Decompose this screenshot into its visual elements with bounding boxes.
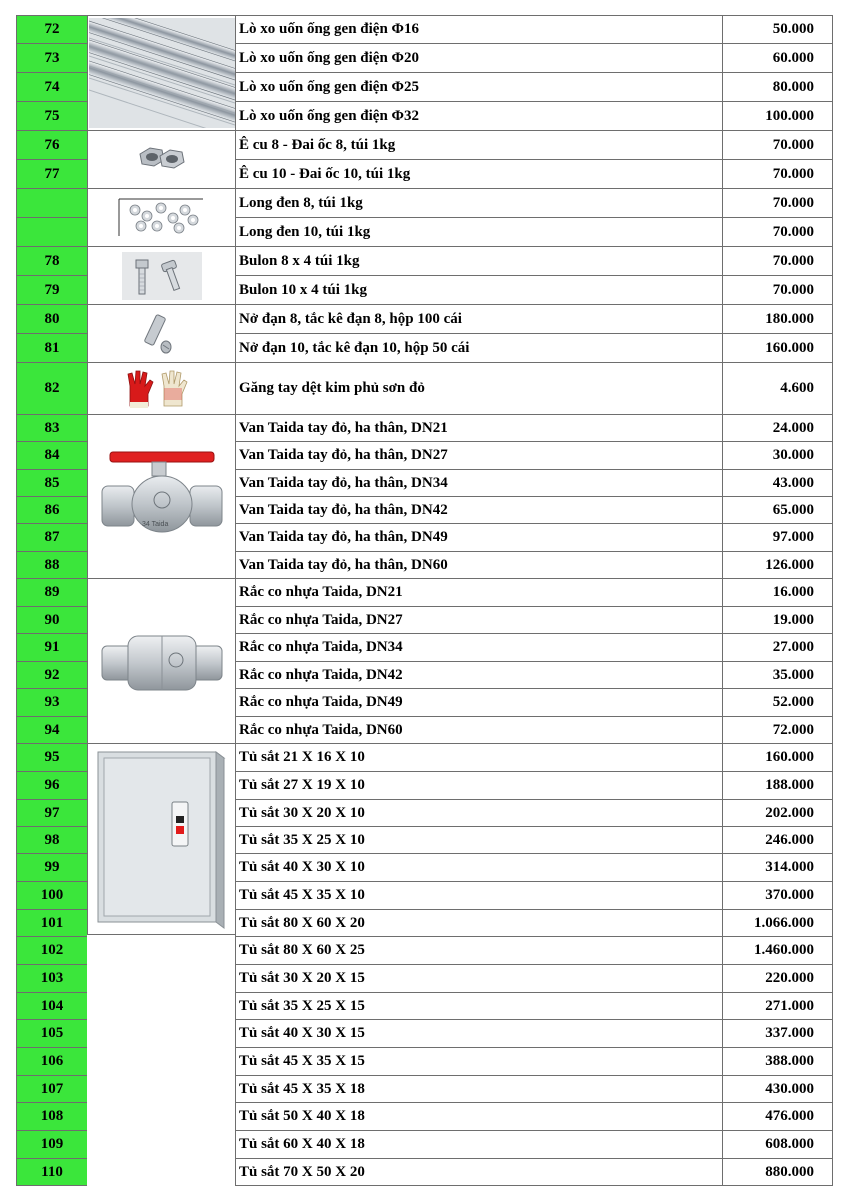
row-number: 92 (16, 662, 87, 689)
product-name: Ê cu 10 - Đai ốc 10, túi 1kg (235, 160, 722, 189)
row-number: 105 (16, 1020, 87, 1048)
product-name: Van Taida tay đỏ, ha thân, DN60 (235, 552, 722, 579)
product-price: 70.000 (722, 276, 833, 305)
row-number: 77 (16, 160, 87, 189)
product-price: 220.000 (722, 965, 833, 993)
row-number: 97 (16, 800, 87, 827)
row-number: 90 (16, 607, 87, 634)
row-number: 85 (16, 470, 87, 497)
product-price: 70.000 (722, 160, 833, 189)
union-fitting-image (87, 579, 235, 744)
product-price: 97.000 (722, 524, 833, 552)
product-price: 1.460.000 (722, 937, 833, 965)
product-name: Rắc co nhựa Taida, DN21 (235, 579, 722, 607)
row-number: 95 (16, 744, 87, 772)
product-name: Van Taida tay đỏ, ha thân, DN21 (235, 415, 722, 442)
row-number: 74 (16, 73, 87, 102)
product-name: Tủ sắt 50 X 40 X 18 (235, 1103, 722, 1131)
product-price: 43.000 (722, 470, 833, 497)
product-name: Tủ sắt 45 X 35 X 10 (235, 882, 722, 910)
product-name: Lò xo uốn ống gen điện Φ25 (235, 73, 722, 102)
anchor-icon (142, 311, 182, 357)
product-name: Van Taida tay đỏ, ha thân, DN34 (235, 470, 722, 497)
product-price: 337.000 (722, 1020, 833, 1048)
row-number: 88 (16, 552, 87, 579)
product-price: 370.000 (722, 882, 833, 910)
product-price: 50.000 (722, 15, 833, 44)
product-name: Rắc co nhựa Taida, DN42 (235, 662, 722, 689)
product-name: Van Taida tay đỏ, ha thân, DN27 (235, 442, 722, 470)
product-price: 160.000 (722, 334, 833, 363)
row-number (16, 218, 87, 247)
row-number: 100 (16, 882, 87, 910)
bolt-image (87, 247, 235, 305)
product-name: Long đen 10, túi 1kg (235, 218, 722, 247)
product-name: Lò xo uốn ống gen điện Φ32 (235, 102, 722, 131)
steel-cabinet-icon (92, 744, 232, 934)
row-number: 73 (16, 44, 87, 73)
table-row (16, 1159, 833, 1186)
product-name: Lò xo uốn ống gen điện Φ16 (235, 15, 722, 44)
row-number (16, 189, 87, 218)
product-name: Rắc co nhựa Taida, DN27 (235, 607, 722, 634)
row-number: 76 (16, 131, 87, 160)
table-row (16, 1076, 833, 1103)
row-number: 83 (16, 415, 87, 442)
steel-cabinet-image (87, 744, 235, 935)
product-name: Tủ sắt 30 X 20 X 10 (235, 800, 722, 827)
product-price: 16.000 (722, 579, 833, 607)
product-name: Tủ sắt 45 X 35 X 18 (235, 1076, 722, 1103)
product-price: 388.000 (722, 1048, 833, 1076)
product-name: Bulon 10 x 4 túi 1kg (235, 276, 722, 305)
product-name: Tủ sắt 30 X 20 X 15 (235, 965, 722, 993)
hex-nut-icon (132, 140, 192, 180)
product-price: 70.000 (722, 189, 833, 218)
product-name: Nở đạn 10, tắc kê đạn 10, hộp 50 cái (235, 334, 722, 363)
table-row (16, 1131, 833, 1159)
product-name: Nở đạn 8, tắc kê đạn 8, hộp 100 cái (235, 305, 722, 334)
product-price: 608.000 (722, 1131, 833, 1159)
table-row (16, 1103, 833, 1131)
product-price: 246.000 (722, 827, 833, 854)
product-price: 476.000 (722, 1103, 833, 1131)
product-price: 70.000 (722, 218, 833, 247)
row-number: 104 (16, 993, 87, 1020)
product-price: 314.000 (722, 854, 833, 882)
spring-coils-icon (89, 18, 235, 128)
row-number: 96 (16, 772, 87, 800)
product-price: 1.066.000 (722, 910, 833, 937)
row-number: 84 (16, 442, 87, 470)
product-name: Lò xo uốn ống gen điện Φ20 (235, 44, 722, 73)
product-price: 60.000 (722, 44, 833, 73)
row-number: 98 (16, 827, 87, 854)
product-name: Tủ sắt 21 X 16 X 10 (235, 744, 722, 772)
row-number: 78 (16, 247, 87, 276)
washer-image (87, 189, 235, 247)
bolt-icon (122, 252, 202, 300)
row-number: 108 (16, 1103, 87, 1131)
product-name: Tủ sắt 60 X 40 X 18 (235, 1131, 722, 1159)
product-name: Tủ sắt 70 X 50 X 20 (235, 1159, 722, 1186)
row-number: 99 (16, 854, 87, 882)
product-name: Van Taida tay đỏ, ha thân, DN49 (235, 524, 722, 552)
product-price: 202.000 (722, 800, 833, 827)
row-number: 75 (16, 102, 87, 131)
anchor-image (87, 305, 235, 363)
ball-valve-icon (92, 442, 232, 552)
product-price: 65.000 (722, 497, 833, 524)
washer-icon (117, 196, 207, 240)
row-number: 80 (16, 305, 87, 334)
product-name: Ê cu 8 - Đai ốc 8, túi 1kg (235, 131, 722, 160)
ball-valve-image (87, 415, 235, 579)
row-number: 87 (16, 524, 87, 552)
product-price: 271.000 (722, 993, 833, 1020)
product-name: Rắc co nhựa Taida, DN34 (235, 634, 722, 662)
table-row (16, 965, 833, 993)
product-price: 100.000 (722, 102, 833, 131)
product-price: 52.000 (722, 689, 833, 717)
table-row (16, 937, 833, 965)
row-number: 94 (16, 717, 87, 744)
row-number: 82 (16, 363, 87, 415)
product-name: Van Taida tay đỏ, ha thân, DN42 (235, 497, 722, 524)
product-name: Tủ sắt 80 X 60 X 20 (235, 910, 722, 937)
glove-icon (122, 366, 202, 412)
product-name: Tủ sắt 27 X 19 X 10 (235, 772, 722, 800)
row-number: 89 (16, 579, 87, 607)
table-row (16, 1020, 833, 1048)
row-number: 101 (16, 910, 87, 937)
product-price: 430.000 (722, 1076, 833, 1103)
table-row (16, 993, 833, 1020)
row-number: 103 (16, 965, 87, 993)
product-price: 126.000 (722, 552, 833, 579)
row-number: 93 (16, 689, 87, 717)
product-name: Long đen 8, túi 1kg (235, 189, 722, 218)
table-row (16, 1048, 833, 1076)
product-name: Bulon 8 x 4 túi 1kg (235, 247, 722, 276)
row-number: 110 (16, 1159, 87, 1186)
row-number: 109 (16, 1131, 87, 1159)
product-name: Rắc co nhựa Taida, DN60 (235, 717, 722, 744)
product-name: Tủ sắt 80 X 60 X 25 (235, 937, 722, 965)
product-price: 27.000 (722, 634, 833, 662)
row-number: 107 (16, 1076, 87, 1103)
row-number: 81 (16, 334, 87, 363)
product-price: 880.000 (722, 1159, 833, 1186)
row-number: 91 (16, 634, 87, 662)
row-number: 106 (16, 1048, 87, 1076)
product-price: 180.000 (722, 305, 833, 334)
row-number: 79 (16, 276, 87, 305)
product-price: 188.000 (722, 772, 833, 800)
row-number: 102 (16, 937, 87, 965)
product-name: Găng tay dệt kim phủ sơn đỏ (235, 363, 722, 415)
product-price: 24.000 (722, 415, 833, 442)
product-name: Tủ sắt 45 X 35 X 15 (235, 1048, 722, 1076)
row-number: 86 (16, 497, 87, 524)
union-fitting-icon (92, 606, 232, 716)
product-price: 70.000 (722, 247, 833, 276)
product-price: 19.000 (722, 607, 833, 634)
product-price: 30.000 (722, 442, 833, 470)
product-price: 72.000 (722, 717, 833, 744)
product-price: 160.000 (722, 744, 833, 772)
glove-image (87, 363, 235, 415)
product-price: 80.000 (722, 73, 833, 102)
product-price: 70.000 (722, 131, 833, 160)
product-name: Tủ sắt 35 X 25 X 10 (235, 827, 722, 854)
valve-label: 34 Taida (141, 520, 168, 528)
product-name: Tủ sắt 40 X 30 X 10 (235, 854, 722, 882)
product-price: 35.000 (722, 662, 833, 689)
product-price: 4.600 (722, 363, 833, 415)
product-name: Rắc co nhựa Taida, DN49 (235, 689, 722, 717)
row-number: 72 (16, 15, 87, 44)
hex-nut-image (87, 131, 235, 189)
spring-bender-image (87, 15, 235, 131)
product-name: Tủ sắt 40 X 30 X 15 (235, 1020, 722, 1048)
product-name: Tủ sắt 35 X 25 X 15 (235, 993, 722, 1020)
